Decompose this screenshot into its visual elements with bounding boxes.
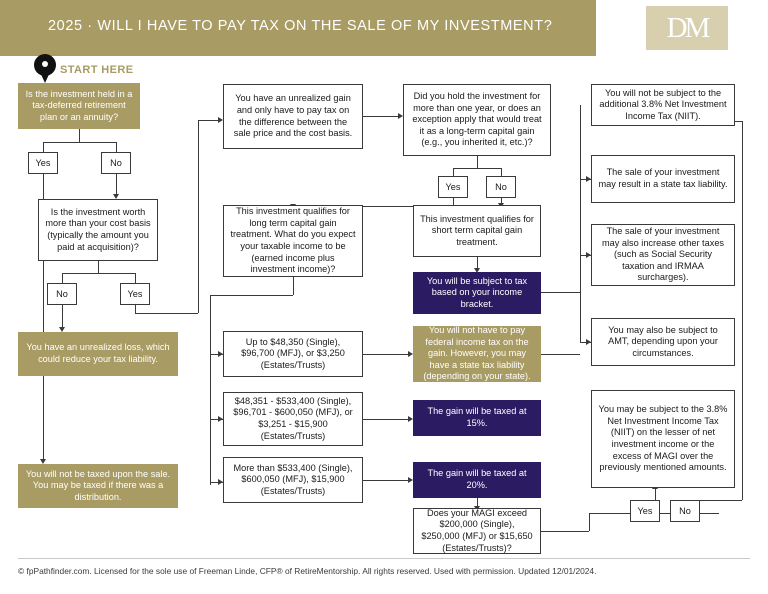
- connector: [580, 105, 581, 342]
- connector: [198, 120, 199, 313]
- connector: [98, 261, 99, 273]
- answer-yes-tax-deferred: Yes: [28, 152, 58, 174]
- connector: [210, 295, 211, 485]
- question-ltcg-taxable-income: This investment qualifies for long term capital gain treatment. What do you expect your taxable income to be (earned income plus investment income)?: [223, 205, 363, 277]
- connector: [135, 305, 136, 313]
- result-ordinary-income-bracket: You will be subject to tax based on your income bracket.: [413, 272, 541, 314]
- connector: [734, 121, 742, 122]
- connector: [198, 120, 218, 121]
- result-stcg: This investment qualifies for short term capital gain treatment.: [413, 205, 541, 257]
- connector: [742, 121, 743, 500]
- question-tax-deferred: Is the investment held in a tax-deferred retirement plan or an annuity?: [18, 83, 140, 129]
- logo: [646, 6, 728, 50]
- connector: [541, 531, 589, 532]
- connector-arrow: [586, 176, 591, 182]
- logo-text: DM: [666, 11, 708, 44]
- connector: [62, 273, 63, 283]
- footer-divider: [18, 558, 750, 559]
- connector: [477, 156, 478, 168]
- answer-no-worth-more: No: [47, 283, 77, 305]
- connector: [43, 142, 44, 152]
- result-unrealized-gain: You have an unrealized gain and only have to pay tax on the difference between the sale price and the cost basis.: [223, 84, 363, 149]
- bracket-0-percent: Up to $48,350 (Single), $96,700 (MFJ), or $3,250 (Estates/Trusts): [223, 331, 363, 377]
- connector: [363, 480, 408, 481]
- question-worth-more-than-basis: Is the investment worth more than your cost basis (typically the amount you paid at acquisition)?: [38, 199, 158, 261]
- answer-no-held-one-year: No: [486, 176, 516, 198]
- connector: [135, 273, 136, 283]
- connector: [655, 488, 656, 500]
- bracket-15-percent: $48,351 - $533,400 (Single), $96,701 - $600,050 (MFJ), or $3,251 - $15,900 (Estates/Trusts): [223, 392, 363, 446]
- connector: [363, 116, 398, 117]
- connector: [453, 168, 501, 169]
- connector: [453, 168, 454, 176]
- page-title: 2025 · WILL I HAVE TO PAY TAX ON THE SALE OF MY INVESTMENT?: [48, 18, 553, 34]
- connector: [210, 295, 293, 296]
- connector: [695, 500, 742, 501]
- connector: [79, 129, 80, 142]
- connector: [135, 313, 198, 314]
- map-pin-icon: [34, 54, 56, 84]
- result-no-federal-tax: You will not have to pay federal income tax on the gain. However, you may have a state tax liability (depending on your state).: [413, 326, 541, 382]
- result-other-taxes: The sale of your investment may also increase other taxes (such as Social Security taxation and IRMAA surcharges).: [591, 224, 735, 286]
- connector: [541, 292, 580, 293]
- result-amt: You may also be subject to AMT, depending upon your circumstances.: [591, 318, 735, 366]
- connector: [541, 354, 580, 355]
- footer-disclaimer: © fpPathfinder.com. Licensed for the sole use of Freeman Linde, CFP® of RetireMentorship. All rights reserved. Used with permission. Updated 12/01/2024.: [18, 566, 597, 576]
- answer-yes-magi: Yes: [630, 500, 660, 522]
- connector: [43, 142, 116, 143]
- header-dot: [588, 24, 593, 29]
- answer-no-tax-deferred: No: [101, 152, 131, 174]
- connector: [363, 354, 408, 355]
- result-no-niit: You will not be subject to the additional 3.8% Net Investment Income Tax (NIIT).: [591, 84, 735, 126]
- connector: [293, 277, 294, 295]
- question-held-one-year: Did you hold the investment for more than one year, or does an exception apply that would treat it as a long-term capital gain (e.g., you inherited it, etc.)?: [403, 84, 551, 156]
- result-taxed-15: The gain will be taxed at 15%.: [413, 400, 541, 436]
- result-state-tax-liability: The sale of your investment may result in a state tax liability.: [591, 155, 735, 203]
- question-magi-threshold: Does your MAGI exceed $200,000 (Single), $250,000 (MFJ) or $15,650 (Estates/Trusts)?: [413, 508, 541, 554]
- connector: [62, 305, 63, 327]
- connector: [116, 174, 117, 194]
- connector: [501, 168, 502, 176]
- connector: [363, 419, 408, 420]
- result-unrealized-loss: You have an unrealized loss, which could reduce your tax liability.: [18, 332, 178, 376]
- result-niit: You may be subject to the 3.8% Net Investment Income Tax (NIIT) on the lesser of net investment income or the excess of MAGI over the previously mentioned amounts.: [591, 390, 735, 488]
- start-here-label: START HERE: [60, 64, 134, 76]
- answer-yes-held-one-year: Yes: [438, 176, 468, 198]
- connector-arrow: [586, 252, 591, 258]
- bracket-20-percent: More than $533,400 (Single), $600,050 (MFJ), $15,900 (Estates/Trusts): [223, 457, 363, 503]
- result-taxed-20: The gain will be taxed at 20%.: [413, 462, 541, 498]
- connector-arrow: [586, 339, 591, 345]
- connector: [589, 513, 590, 531]
- answer-yes-worth-more: Yes: [120, 283, 150, 305]
- answer-no-magi: No: [670, 500, 700, 522]
- connector: [116, 142, 117, 152]
- connector: [62, 273, 135, 274]
- result-not-taxed-on-sale: You will not be taxed upon the sale. You may be taxed if there was a distribution.: [18, 464, 178, 508]
